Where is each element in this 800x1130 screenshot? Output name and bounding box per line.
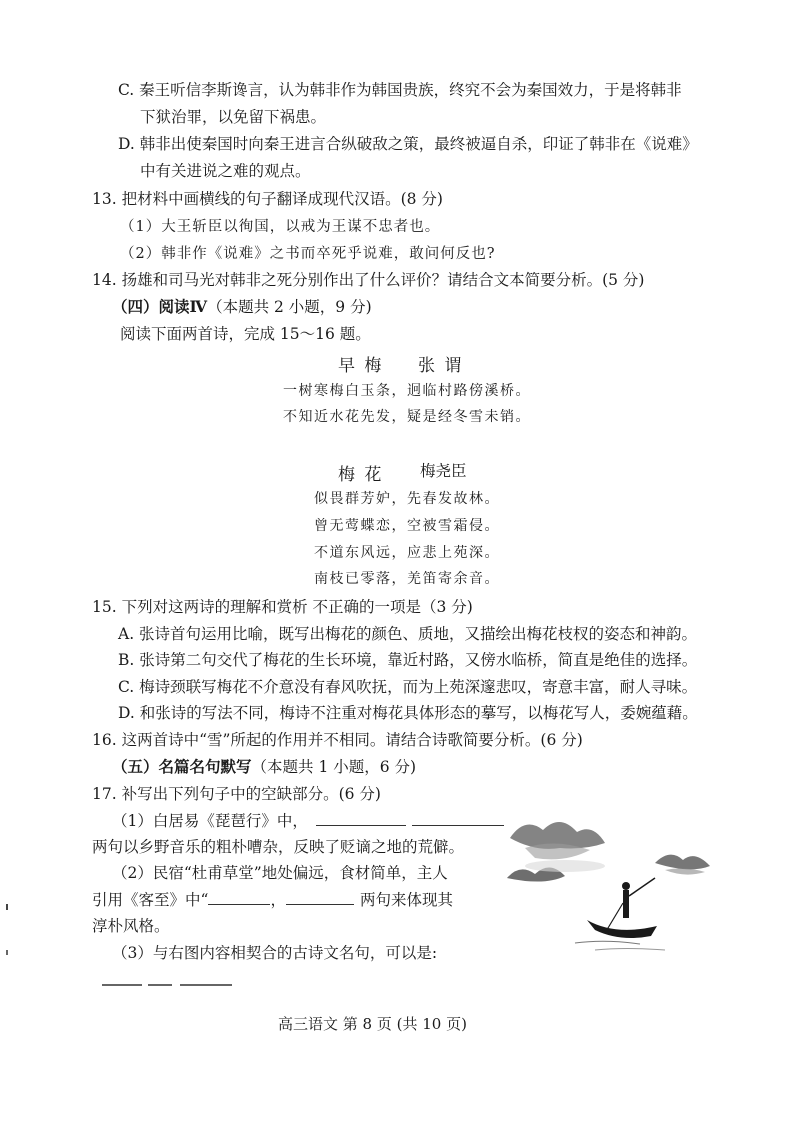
- q15-option-c: C. 梅诗颈联写梅花不介意没有春风吹抚，而为上苑深邃悲叹，寄意丰富，耐人寻味。: [118, 678, 698, 696]
- q17-blank-1[interactable]: [316, 811, 406, 826]
- poem1-title: 早 梅: [338, 356, 384, 376]
- section4-header: [112, 296, 372, 318]
- q12-option-d-line2: 中有关进说之难的观点。: [140, 162, 311, 180]
- q17-part2-line3: 淳朴风格。: [92, 917, 170, 935]
- q17-blank-2[interactable]: [412, 811, 504, 826]
- q17-part2-comma: ，: [270, 891, 286, 909]
- q17-part2-tail: 两句来体现其: [359, 891, 453, 909]
- poem1-line-2: 不知近水花先发，疑是经冬雪未销。: [283, 409, 531, 425]
- page-footer: 高三语文 第 8 页 (共 10 页): [278, 1015, 467, 1033]
- poem2-title: 梅 花: [338, 465, 384, 485]
- ink-landscape-boat-illustration: [505, 808, 720, 968]
- q17-part1-line2: 两句以乡野音乐的粗朴嘈杂，反映了贬谪之地的荒僻。: [92, 838, 465, 856]
- q12-option-c-line2: 下狱治罪，以免留下祸患。: [140, 108, 327, 126]
- q17-blank-3[interactable]: [208, 890, 270, 905]
- poem2-line-1: 似畏群芳妒，先春发故林。: [314, 491, 500, 507]
- q17-part3: （3）与右图内容相契合的古诗文名句，可以是:: [112, 944, 438, 962]
- q15-option-b: B. 张诗第二句交代了梅花的生长环境，靠近村路，又傍水临桥，简直是绝佳的选择。: [118, 651, 698, 669]
- q13-sentence-1: （1）大王斩臣以徇国，以戒为王谋不忠者也。: [120, 219, 441, 235]
- poem2-line-2: 曾无莺蝶恋，空被雪霜侵。: [314, 518, 500, 534]
- q12-option-c-line1: C. 秦王听信李斯谗言，认为韩非作为韩国贵族，终究不会为秦国效力，于是将韩非: [118, 81, 682, 99]
- q13-sentence-2: （2）韩非作《说难》之书而卒死乎说难，敢问何反也?: [120, 246, 496, 262]
- q13-stem: 13. 把材料中画横线的句子翻译成现代汉语。(8 分): [92, 190, 443, 208]
- margin-mark: [6, 950, 8, 955]
- q15-option-d: D. 和张诗的写法不同，梅诗不注重对梅花具体形态的摹写，以梅花写人，委婉蕴藉。: [118, 704, 698, 722]
- q17-blank-4[interactable]: [286, 890, 354, 905]
- q17-part1-lead: （1）白居易《琵琶行》中，: [112, 812, 308, 830]
- margin-mark: [6, 904, 8, 910]
- q17-part2-lead: 引用《客至》中“: [92, 891, 209, 909]
- q17-part2-line2: [92, 889, 453, 911]
- section5-note: （本题共 1 小题，6 分): [251, 758, 417, 776]
- q14-stem: 14. 扬雄和司马光对韩非之死分别作出了什么评价？请结合文本简要分析。(5 分): [92, 271, 645, 289]
- section5-heading: （五）名篇名句默写: [112, 757, 252, 776]
- section4-note: （本题共 2 小题，9 分): [207, 298, 372, 316]
- q17-answer-line[interactable]: [102, 982, 232, 986]
- poem1-author: 张 谓: [418, 356, 464, 376]
- q12-option-d-line1: D. 韩非出使秦国时向秦王进言合纵破敌之策，最终被逼自杀，印证了韩非在《说难》: [118, 135, 698, 153]
- poem2-line-4: 南枝已零落，羌笛寄余音。: [314, 571, 500, 587]
- q17-part1-line1: [112, 810, 504, 832]
- poem2-line-3: 不道东风远，应悲上苑深。: [314, 545, 500, 561]
- section5-header: [112, 756, 416, 778]
- poem1-line-1: 一树寒梅白玉条，迥临村路傍溪桥。: [283, 383, 531, 399]
- section4-heading: （四）阅读Ⅳ: [112, 297, 208, 316]
- q17-stem: 17. 补写出下列句子中的空缺部分。(6 分): [92, 785, 381, 803]
- q17-part2-line1: （2）民宿“杜甫草堂”地处偏远，食材简单，主人: [112, 864, 448, 882]
- q15-option-a: A. 张诗首句运用比喻，既写出梅花的颜色、质地，又描绘出梅花枝杈的姿态和神韵。: [118, 625, 698, 643]
- q16-stem: 16. 这两首诗中“雪”所起的作用并不相同。请结合诗歌简要分析。(6 分): [92, 731, 583, 749]
- poem2-author: 梅尧臣: [420, 462, 467, 480]
- section4-intro: 阅读下面两首诗，完成 15～16 题。: [120, 325, 371, 343]
- q15-stem: 15. 下列对这两诗的理解和赏析 不正确的一项是（3 分): [92, 598, 473, 616]
